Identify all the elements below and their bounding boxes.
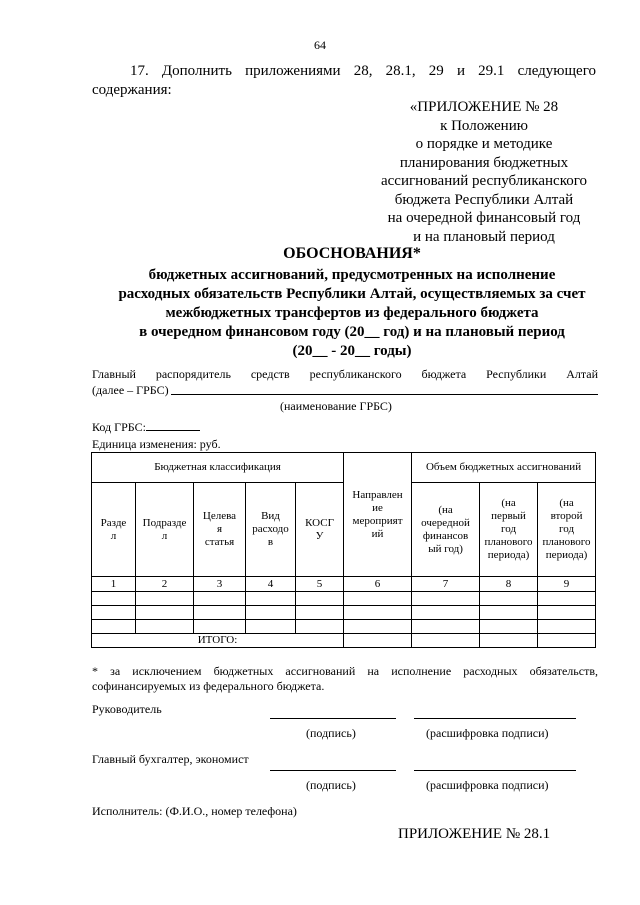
accountant-signature-caption: (подпись) xyxy=(306,778,356,792)
grbs-code-blank xyxy=(146,419,200,431)
document-title xyxy=(92,244,612,361)
page-number: 64 xyxy=(314,38,326,52)
column-number: 7 xyxy=(412,577,480,592)
total-label: ИТОГО: xyxy=(92,634,344,648)
column-number: 2 xyxy=(136,577,194,592)
grbs-name-field xyxy=(92,383,598,398)
column-number: 9 xyxy=(538,577,596,592)
budget-table xyxy=(91,452,596,648)
column-number: 3 xyxy=(194,577,246,592)
appendix-header-line: о порядке и методике xyxy=(415,136,553,152)
table-row xyxy=(92,620,596,634)
column-number: 8 xyxy=(480,577,538,592)
header-plan-year-1: (на первый год планового периода) xyxy=(480,483,538,577)
header-expense-type: Вид расходо в xyxy=(246,483,296,577)
footnote: * за исключением бюджетных ассигнований на исполнение расходных обязательств, софинансируемых из федерального бюджета. xyxy=(92,664,598,693)
accountant-decoding-caption: (расшифровка подписи) xyxy=(426,778,549,792)
grbs-line: Главный распорядитель средств республиканского бюджета Республики Алтай xyxy=(92,367,598,381)
total-row xyxy=(92,634,596,648)
column-number: 6 xyxy=(344,577,412,592)
grbs-code xyxy=(92,419,200,435)
column-number: 4 xyxy=(246,577,296,592)
column-number: 1 xyxy=(92,577,136,592)
head-label: Руководитель xyxy=(92,702,162,716)
title-line: (20__ - 20__ годы) xyxy=(292,343,412,359)
intro-paragraph: 17. Дополнить приложениями 28, 28.1, 29 и 29.1 следующего содержания: xyxy=(92,63,596,98)
appendix-header-line: ассигнований республиканского xyxy=(380,173,588,189)
header-section: Разде л xyxy=(92,483,136,577)
accountant-signature-line xyxy=(270,770,396,771)
grbs-abbrev: (далее – ГРБС) xyxy=(92,383,169,397)
grbs-name-underline xyxy=(171,383,598,395)
head-decoding-line xyxy=(414,718,576,719)
accountant-label: Главный бухгалтер, экономист xyxy=(92,752,249,766)
appendix-header-line: планирования бюджетных xyxy=(399,154,569,171)
grbs-caption: (наименование ГРБС) xyxy=(280,399,392,413)
head-signature-line xyxy=(270,718,396,719)
appendix-header-line: и на плановый период xyxy=(413,228,555,245)
column-number: 5 xyxy=(296,577,344,592)
title-main: ОБОСНОВАНИЯ* xyxy=(283,245,421,262)
head-decoding-caption: (расшифровка подписи) xyxy=(426,726,549,740)
header-kosgu: КОСГ У xyxy=(296,483,344,577)
units-label: Единица изменения: руб. xyxy=(92,437,221,451)
appendix-header-line: к Положению xyxy=(440,117,528,134)
title-line: в очередном финансовом году (20__ год) и на плановый период xyxy=(139,324,565,340)
table-row xyxy=(92,592,596,606)
header-classification: Бюджетная классификация xyxy=(92,453,344,483)
header-current-year: (на очередной финансов ый год) xyxy=(412,483,480,577)
header-volume: Объем бюджетных ассигнований xyxy=(412,453,596,483)
appendix-header-line: бюджета Республики Алтай xyxy=(394,191,574,208)
header-direction: Направлен ие мероприят ий xyxy=(344,453,412,577)
appendix-header-line: «ПРИЛОЖЕНИЕ № 28 xyxy=(409,99,559,115)
header-plan-year-2: (на второй год планового периода) xyxy=(538,483,596,577)
next-appendix-heading: ПРИЛОЖЕНИЕ № 28.1 xyxy=(398,826,551,842)
grbs-code-label: Код ГРБС: xyxy=(92,420,146,434)
title-line: расходных обязательств Республики Алтай, осуществляемых за счет xyxy=(118,286,586,302)
column-number-row xyxy=(92,577,596,592)
header-subsection: Подразде л xyxy=(136,483,194,577)
appendix-header-line: на очередной финансовый год xyxy=(387,210,581,226)
head-signature-caption: (подпись) xyxy=(306,726,356,740)
header-target: Целева я статья xyxy=(194,483,246,577)
title-line: межбюджетных трансфертов из федерального бюджета xyxy=(165,305,539,321)
appendix-header xyxy=(370,98,598,246)
accountant-decoding-line xyxy=(414,770,576,771)
executor-label: Исполнитель: (Ф.И.О., номер телефона) xyxy=(92,804,297,818)
title-line: бюджетных ассигнований, предусмотренных на исполнение xyxy=(148,267,556,283)
table-row xyxy=(92,606,596,620)
